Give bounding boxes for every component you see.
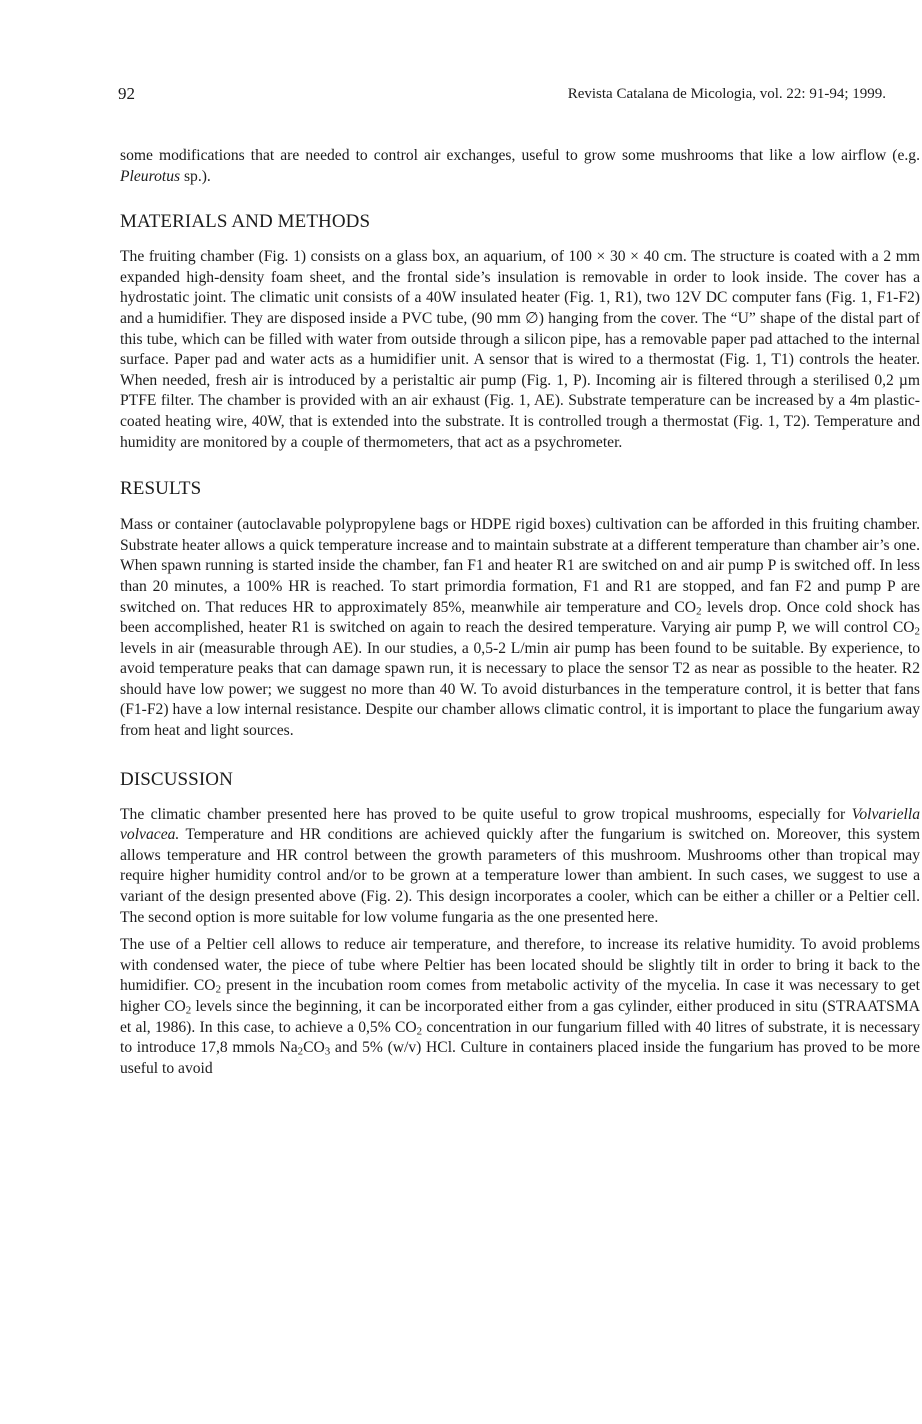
discussion-paragraph-2: The use of a Peltier cell allows to reduce air temperature, and therefore, to increase its relative humidity. To avoid problems with condensed water, the piece of tube where Peltier has been located should be slightly tilt in order to bring it back to the humidifier. $CO_2$ present in the incubation room comes from metabolic activity of the mycelia. In case it was necessary to get higher $CO_2$ levels since the beginning, it can be incorporated either from a gas cylinder, either produced in situ (STRAATSMA et al, 1986). In this case, to achieve a 0,5% $CO_2$ concentration in our fungarium filled with 40 litres of substrate, it is necessary to introduce 17,8 mmols $Na_2CO_3$ and 5% (w/v) HCl. Culture in containers placed inside the fungarium has proved to be more useful to avoid xyxy=(120,936,920,1077)
methods-heading: MATERIALS AND METHODS xyxy=(120,211,371,233)
methods-paragraph: The fruiting chamber (Fig. 1) consists on a glass box, an aquarium, of 100 × 30 × 40 cm. The structure is coated with a 2 mm expanded high-density foam sheet, and the frontal side’s insulation is removable in order to look inside. The cover has a hydrostatic joint. The climatic unit consists of a 40W insulated heater (Fig. 1, R1), two 12V DC computer fans (Fig. 1, F1-F2) and a humidifier. They are disposed inside a PVC tube, (90 mm ∅) hanging from the cover. The “U” shape of the distal part of this tube, which can be filled with water from outside through a silicon pipe, has a removable paper pad attached to the internal surface. Paper pad and water acts as a humidifier unit. A sensor that is wired to a thermostat (Fig. 1, T1) controls the heater. When needed, fresh air is introduced by a peristaltic air pump (Fig. 1, P). Incoming air is filtered through a sterilised 0,2 µm PTFE filter. The chamber is provided with an air exhaust (Fig. 1, AE). Substrate temperature can be increased by a 4m plastic-coated heating wire, 40W, that is extended into the substrate. It is controlled trough a thermostat (Fig. 1, T2). Temperature and humidity are monitored by a couple of thermometers, that act as a psychrometer. xyxy=(120,248,920,451)
results-paragraph: Mass or container (autoclavable polypropylene bags or HDPE rigid boxes) cultivation can be afforded in this fruiting chamber. Substrate heater allows a quick temperature increase and to maintain substrate at a different temperature than chamber air’s one. When spawn running is started inside the chamber, fan F1 and heater R1 are switched on and air pump P is switched off. In less than 20 minutes, a 100% HR is reached. To start primordia formation, F1 and R1 are stopped, and fan F2 and pump P are switched on. That reduces HR to approximately 85%, meanwhile air temperature and $CO_2$ levels drop. Once cold shock has been accomplished, heater R1 is switched on again to reach the desired temperature. Varying air pump P, we will control $CO_2$ levels in air (measurable through AE). In our studies, a 0,5-2 L/min air pump has been found to be suitable. By experience, to avoid temperature peaks that can damage spawn run, it is necessary to place the sensor T2 as near as possible to the heater. R2 should have low power; we suggest no more than 40 W. To avoid disturbances in the temperature control, it is better that fans (F1-F2) have a low internal resistance. Despite our chamber allows climatic control, it is important to place the fungarium away from heat and light sources. xyxy=(120,516,920,740)
intro-paragraph: some modifications that are needed to control air exchanges, useful to grow some mushrooms that like a low airflow (e.g. Pleurotus sp.). xyxy=(120,147,920,185)
running-head: Revista Catalana de Micologia, vol. 22: 91-94; 1999. xyxy=(567,86,886,102)
results-heading: RESULTS xyxy=(120,478,202,500)
discussion-paragraph-1: The climatic chamber presented here has proved to be quite useful to grow tropical mushrooms, especially for Volvariella volvacea. Temperature and HR conditions are achieved quickly after the fungarium is switched on. Moreover, this system allows temperature and HR control between the growth parameters of this mushroom. Mushrooms other than tropical may require higher humidity control and/or to be grown at a temperature lower than ambient. In such cases, we suggest to use a variant of the design presented above (Fig. 2). This design incorporates a cooler, which can be either a chiller or a Peltier cell. The second option is more suitable for low volume fungaria as the one presented here. xyxy=(120,805,920,926)
discussion-heading: DISCUSSION xyxy=(120,768,233,790)
article-body xyxy=(120,146,920,1079)
page-number: 92 xyxy=(118,84,135,103)
